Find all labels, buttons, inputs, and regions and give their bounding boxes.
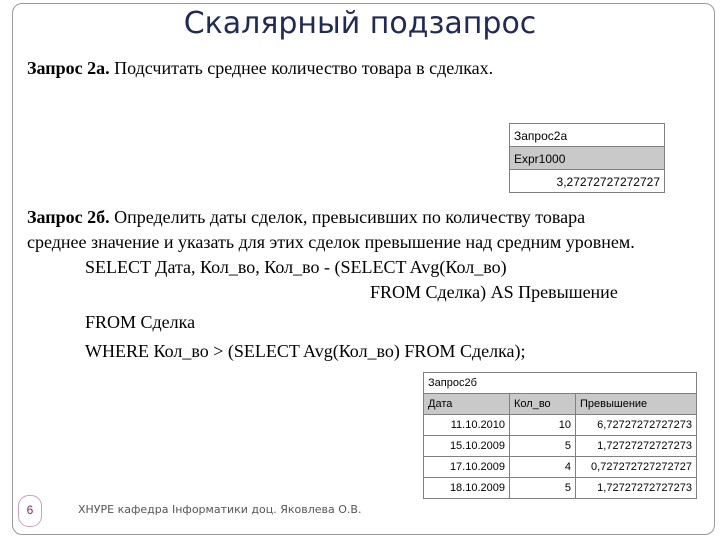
table-row [423, 456, 697, 478]
table-row [423, 477, 697, 499]
table-row [423, 414, 697, 436]
cell-excess: 1,72727272727273 [597, 440, 692, 452]
table-2b-header-row [423, 393, 697, 415]
slide-title: Скалярный подзапрос [183, 6, 537, 41]
query-2b-line2: среднее значение и указать для этих сделок превышение над средним уровнем. [27, 232, 635, 252]
sql-line-3: FROM Сделка [85, 312, 196, 332]
cell-qty: 5 [510, 478, 576, 498]
cell-qty: 5 [510, 436, 576, 456]
cell-date: 11.10.2010 [424, 415, 510, 435]
column-header-date: Дата [424, 394, 510, 414]
query-2b-label: Запрос 2б. [27, 207, 110, 227]
column-header-qty: Кол_во [510, 394, 576, 414]
query-2b-text [27, 205, 635, 255]
table-2a-name: Запрос2а [514, 129, 568, 143]
page-number-badge [18, 495, 42, 527]
table-2a-name-row [509, 123, 665, 147]
sql-line-1: SELECT Дата, Кол_во, Кол_во - (SELECT Avg(Кол_во) [85, 257, 507, 277]
page-number: 6 [26, 503, 34, 517]
sql-line-2: FROM Сделка) AS Превышение [370, 282, 618, 302]
cell-date: 17.10.2009 [424, 457, 510, 477]
table-2a-header-row [509, 146, 665, 170]
query-2a-text [27, 58, 493, 79]
footer-credit: ХНУРЕ кафедра Інформатики доц. Яковлева О.В. [78, 503, 362, 516]
cell-excess: 1,72727272727273 [597, 482, 692, 494]
table-2a-column-header: Expr1000 [514, 152, 566, 166]
cell-date: 15.10.2009 [424, 436, 510, 456]
sql-line-4: WHERE Кол_во > (SELECT Avg(Кол_во) FROM Сделка); [85, 341, 526, 361]
table-2b-name-row [423, 372, 697, 394]
query-2a-label: Запрос 2а. [27, 58, 110, 78]
query-2a-description: Подсчитать среднее количество товара в сделках. [109, 58, 494, 78]
cell-excess: 0,727272727272727 [591, 461, 692, 473]
table-2b-name: Запрос2б [428, 377, 477, 389]
cell-qty: 10 [510, 415, 576, 435]
query-2b-line1 [27, 205, 635, 230]
cell-excess: 6,72727272727273 [597, 419, 692, 431]
cell-date: 18.10.2009 [424, 478, 510, 498]
cell-qty: 4 [510, 457, 576, 477]
query-2b-description: Определить даты сделок, превысивших по количеству товара [109, 207, 586, 227]
table-row [423, 435, 697, 457]
column-header-excess: Превышение [580, 398, 648, 410]
table-2a-value: 3,27272727272727 [556, 175, 660, 189]
table-2a-value-row [509, 169, 665, 193]
